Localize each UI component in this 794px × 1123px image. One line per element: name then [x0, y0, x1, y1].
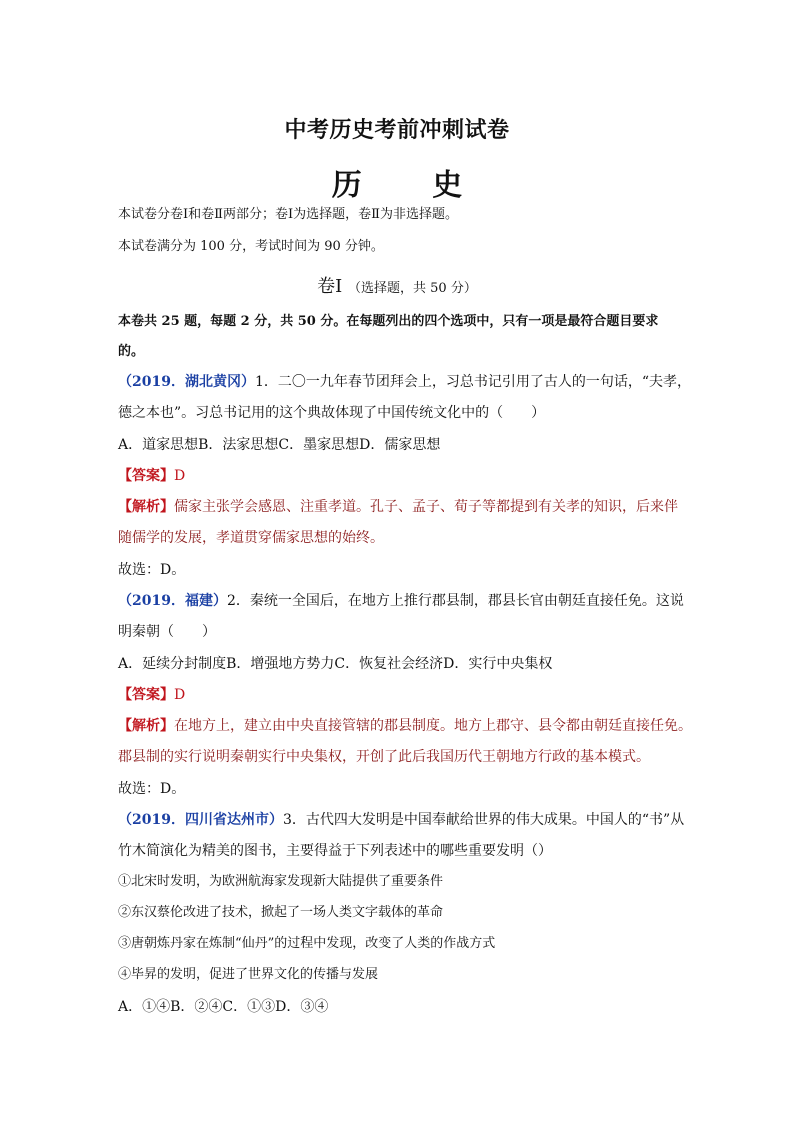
question-1-stem-line-1 [118, 373, 692, 391]
question-2-source: （2019．福建） [118, 593, 227, 609]
intro-line-2: 本试卷满分为 100 分，考试时间为 90 分钟。 [118, 239, 384, 254]
analysis-text: 在地方上，建立由中央直接管辖的郡县制度。地方上郡守、县令都由朝廷直接任免。 [174, 718, 692, 734]
question-3-item-4: ④毕昇的发明，促进了世界文化的传播与发展 [118, 967, 379, 982]
analysis-text: 儒家主张学会感恩、注重孝道。孔子、孟子、荀子等都提到有关孝的知识，后来伴 [174, 499, 678, 515]
analysis-label: 【解析】 [118, 718, 174, 734]
section-heading [0, 272, 794, 298]
question-1-analysis-line-2: 随儒学的发展，孝道贯穿儒家思想的始终。 [118, 530, 384, 546]
question-1-options: A．道家思想B．法家思想C．墨家思想D．儒家思想 [118, 437, 441, 453]
section-title: 卷Ⅰ [317, 276, 343, 297]
answer-label: 【答案】 [118, 468, 174, 484]
question-1-conclusion: 故选：D。 [118, 562, 186, 578]
question-3-stem-line-1 [118, 811, 688, 829]
question-1-stem-line-2: 德之本也”。习总书记用的这个典故体现了中国传统文化中的（ ） [118, 405, 546, 421]
question-1-source: （2019．湖北黄冈） [118, 374, 255, 390]
question-3-item-2: ②东汉蔡伦改进了技术，掀起了一场人类文字载体的革命 [118, 905, 444, 920]
question-3-stem-line-2: 竹木简演化为精美的图书，主要得益于下列表述中的哪些重要发明（） [118, 843, 552, 859]
section-note: （选择题，共 50 分） [348, 281, 477, 296]
question-3-source: （2019．四川省达州市） [118, 812, 283, 828]
question-2-analysis-line-2: 郡县制的实行说明秦朝实行中央集权，开创了此后我国历代王朝地方行政的基本模式。 [118, 749, 650, 765]
exam-title: 中考历史考前冲刺试卷 [284, 118, 510, 143]
question-2-stem-line-1 [118, 592, 688, 610]
question-3-item-1: ①北宋时发明，为欧洲航海家发现新大陆提供了重要条件 [118, 874, 444, 889]
answer-value: D [174, 468, 186, 484]
question-3-stem: 3．古代四大发明是中国奉献给世界的伟大成果。中国人的“书”从 [282, 812, 685, 828]
subject-heading: 历 史 [331, 168, 493, 203]
question-2-conclusion: 故选：D。 [118, 781, 186, 797]
question-2-stem-line-2: 明秦朝（ ） [118, 624, 216, 640]
question-1-stem: 1．二〇一九年春节团拜会上，习总书记引用了古人的一句话，“夫孝， [254, 374, 692, 390]
question-3-options: A．①④B．②④C．①③D．③④ [118, 999, 329, 1015]
question-2-analysis-line-1 [118, 717, 692, 735]
answer-value: D [174, 687, 186, 703]
section-instruction-1: 本卷共 25 题，每题 2 分，共 50 分。在每题列出的四个选项中，只有一项是最符合题目要求 [118, 314, 659, 329]
answer-label: 【答案】 [118, 687, 174, 703]
analysis-label: 【解析】 [118, 499, 174, 515]
question-1-answer [118, 467, 688, 485]
question-2-answer [118, 686, 688, 704]
section-instruction-2: 的。 [118, 344, 145, 359]
question-2-stem: 2．秦统一全国后，在地方上推行郡县制，郡县长官由朝廷直接任免。这说 [226, 593, 684, 609]
intro-line-1: 本试卷分卷Ⅰ和卷Ⅱ两部分；卷Ⅰ为选择题，卷Ⅱ为非选择题。 [118, 207, 458, 222]
question-1-analysis-line-1 [118, 498, 688, 516]
question-3-item-3: ③唐朝炼丹家在炼制“仙丹”的过程中发现，改变了人类的作战方式 [118, 936, 496, 951]
question-2-options: A．延续分封制度B．增强地方势力C．恢复社会经济D．实行中央集权 [118, 656, 553, 672]
